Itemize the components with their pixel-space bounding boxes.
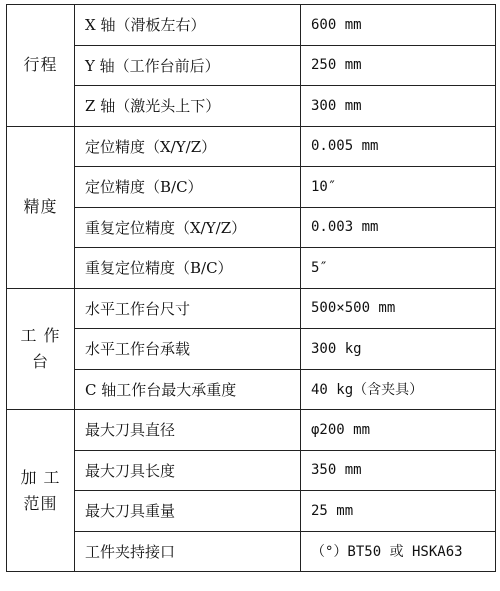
value-cell: 350 mm: [301, 450, 496, 491]
table-row: [7, 5, 496, 46]
table-row: [7, 167, 496, 208]
spec-table-body: [7, 5, 496, 572]
table-row: [7, 410, 496, 451]
value-cell: 0.005 mm: [301, 126, 496, 167]
table-row: [7, 369, 496, 410]
value-cell: 500×500 mm: [301, 288, 496, 329]
param-cell: 重复定位精度（X/Y/Z）: [75, 207, 301, 248]
value-cell: 5″: [301, 248, 496, 289]
table-row: [7, 207, 496, 248]
table-row: [7, 288, 496, 329]
group-label-accuracy: 精度: [7, 126, 75, 288]
param-cell: Y 轴（工作台前后）: [75, 45, 301, 86]
param-cell: 最大刀具直径: [75, 410, 301, 451]
value-cell: 600 mm: [301, 5, 496, 46]
param-cell: 定位精度（B/C）: [75, 167, 301, 208]
table-row: [7, 248, 496, 289]
param-cell: X 轴（滑板左右）: [75, 5, 301, 46]
table-row: [7, 491, 496, 532]
spec-table: [6, 4, 496, 572]
table-row: [7, 450, 496, 491]
table-row: [7, 126, 496, 167]
param-cell: 最大刀具长度: [75, 450, 301, 491]
param-cell: 重复定位精度（B/C）: [75, 248, 301, 289]
value-cell: 0.003 mm: [301, 207, 496, 248]
table-row: [7, 329, 496, 370]
value-cell: 300 kg: [301, 329, 496, 370]
param-cell: Z 轴（激光头上下）: [75, 86, 301, 127]
value-cell: 300 mm: [301, 86, 496, 127]
group-label-machining-range: 加 工 范围: [7, 410, 75, 572]
table-row: [7, 45, 496, 86]
param-cell: 定位精度（X/Y/Z）: [75, 126, 301, 167]
group-label-travel: 行程: [7, 5, 75, 127]
param-cell: 水平工作台尺寸: [75, 288, 301, 329]
value-cell: 40 kg（含夹具）: [301, 369, 496, 410]
param-cell: 工件夹持接口: [75, 531, 301, 572]
value-cell: φ200 mm: [301, 410, 496, 451]
group-label-worktable: 工 作 台: [7, 288, 75, 410]
value-cell: 25 mm: [301, 491, 496, 532]
param-cell: C 轴工作台最大承重度: [75, 369, 301, 410]
param-cell: 最大刀具重量: [75, 491, 301, 532]
value-cell: （°）BT50 或 HSKA63: [301, 531, 496, 572]
param-cell: 水平工作台承载: [75, 329, 301, 370]
value-cell: 10″: [301, 167, 496, 208]
table-row: [7, 531, 496, 572]
table-row: [7, 86, 496, 127]
value-cell: 250 mm: [301, 45, 496, 86]
